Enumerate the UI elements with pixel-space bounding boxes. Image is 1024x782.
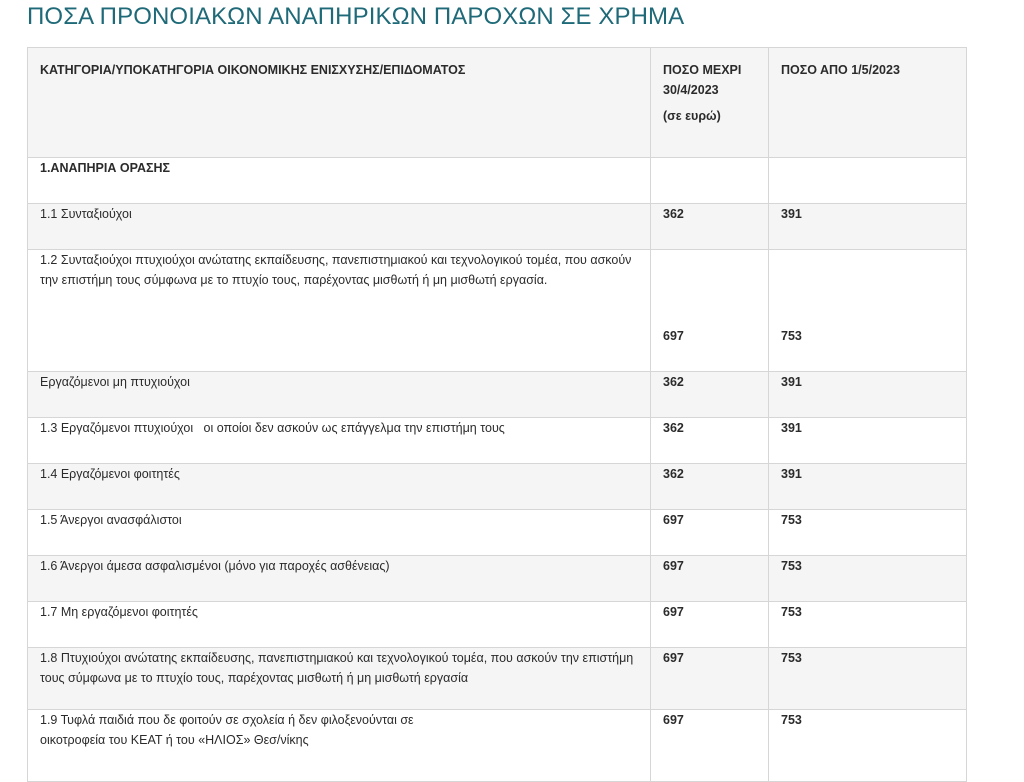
page-title: ΠΟΣΑ ΠΡΟΝΟΙΑΚΩΝ ΑΝΑΠΗΡΙΚΩΝ ΠΑΡΟΧΩΝ ΣΕ ΧΡΗΜΑ (27, 3, 685, 30)
amount-after-cell (769, 510, 967, 556)
row-label: 1.6 Άνεργοι άμεσα ασφαλισμένοι (μόνο για παροχές ασθένειας) (40, 559, 390, 573)
amount-after-cell (769, 418, 967, 464)
amount-before: 697 (663, 513, 684, 527)
table-row (28, 204, 967, 250)
column-header-before-line2: 30/4/2023 (663, 83, 719, 97)
row-label: 1.1 Συνταξιούχοι (40, 207, 132, 221)
amount-before-cell (651, 250, 769, 372)
amount-after-cell (769, 648, 967, 710)
amount-before: 362 (663, 421, 684, 435)
row-label-cell (28, 556, 651, 602)
amount-after-cell (769, 204, 967, 250)
amount-after: 753 (781, 605, 802, 619)
amount-before-cell (651, 418, 769, 464)
amount-after: 391 (781, 375, 802, 389)
benefits-table (27, 47, 967, 782)
amount-after-cell (769, 372, 967, 418)
row-label-cell (28, 710, 651, 782)
table-row (28, 250, 967, 372)
table-row-section-vision (28, 158, 967, 204)
row-label-cell (28, 510, 651, 556)
row-label: 1.2 Συνταξιούχοι πτυχιούχοι ανώτατης εκπαίδευσης, πανεπιστημιακού και τεχνολογικού τομέα, που ασκούν την επιστήμη τους σύμφωνα με το πτυχίο τους, παρέχοντας μισθωτή ή μη μισθωτή εργασία. (40, 253, 632, 287)
amount-after: 753 (781, 651, 802, 665)
amount-before: 362 (663, 375, 684, 389)
column-header-after-label: ΠΟΣΟ ΑΠΟ 1/5/2023 (781, 63, 900, 77)
row-label-cell (28, 204, 651, 250)
amount-before-cell (651, 372, 769, 418)
column-header-before-line1: ΠΟΣΟ ΜΕΧΡΙ (663, 63, 742, 77)
amount-before-cell (651, 556, 769, 602)
row-label: 1.7 Μη εργαζόμενοι φοιτητές (40, 605, 198, 619)
amount-before: 697 (663, 651, 684, 665)
amount-before: 697 (663, 329, 684, 343)
table-row (28, 418, 967, 464)
amount-after-cell (769, 464, 967, 510)
row-label: 1.ΑΝΑΠΗΡΙΑ ΟΡΑΣΗΣ (40, 161, 171, 175)
amount-before-cell (651, 648, 769, 710)
amount-before: 697 (663, 713, 684, 727)
column-header-before-unit: (σε ευρώ) (663, 109, 721, 123)
amount-after: 391 (781, 207, 802, 221)
amount-before-cell (651, 602, 769, 648)
amount-before-cell (651, 204, 769, 250)
row-label: 1.8 Πτυχιούχοι ανώτατης εκπαίδευσης, πανεπιστημιακού και τεχνολογικού τομέα, που ασκούν την επιστήμη τους σύμφωνα με το πτυχίο τους, παρέχοντας μισθωτή ή μη μισθωτή εργασία (40, 651, 634, 685)
row-label-cell (28, 158, 651, 204)
amount-before: 362 (663, 467, 684, 481)
amount-before-cell (651, 158, 769, 204)
amount-before-cell (651, 710, 769, 782)
table-row (28, 510, 967, 556)
row-label: 1.4 Εργαζόμενοι φοιτητές (40, 467, 180, 481)
amount-before-cell (651, 464, 769, 510)
table-header-row (28, 48, 967, 158)
row-label-cell (28, 250, 651, 372)
row-label: 1.3 Εργαζόμενοι πτυχιούχοι οι οποίοι δεν ασκούν ως επάγγελμα την επιστήμη τους (40, 421, 505, 435)
column-header-amount-before (651, 48, 769, 158)
amount-after: 753 (781, 713, 802, 727)
table-row (28, 464, 967, 510)
row-label: Εργαζόμενοι μη πτυχιούχοι (40, 375, 190, 389)
column-header-category (28, 48, 651, 158)
table-row (28, 556, 967, 602)
amount-after: 753 (781, 329, 802, 343)
amount-after-cell (769, 556, 967, 602)
amount-after: 753 (781, 559, 802, 573)
row-label: 1.9 Τυφλά παιδιά που δε φοιτούν σε σχολεία ή δεν φιλοξενούνται σε οικοτροφεία του ΚΕΑΤ ή του «ΗΛΙΟΣ» Θεσ/νίκης (40, 713, 414, 747)
amount-before: 362 (663, 207, 684, 221)
amount-after-cell (769, 710, 967, 782)
row-label-cell (28, 464, 651, 510)
amount-after-cell (769, 602, 967, 648)
amount-after: 753 (781, 513, 802, 527)
table-row (28, 372, 967, 418)
amount-before-cell (651, 510, 769, 556)
table-row (28, 602, 967, 648)
row-label-cell (28, 372, 651, 418)
row-label-cell (28, 418, 651, 464)
amount-after: 391 (781, 421, 802, 435)
table-row (28, 710, 967, 782)
column-header-category-label: ΚΑΤΗΓΟΡΙΑ/ΥΠΟΚΑΤΗΓΟΡΙΑ ΟΙΚΟΝΟΜΙΚΗΣ ΕΝΙΣΧΥΣΗΣ/ΕΠΙΔΟΜΑΤΟΣ (40, 63, 466, 77)
row-label-cell (28, 602, 651, 648)
amount-before: 697 (663, 559, 684, 573)
row-label: 1.5 Άνεργοι ανασφάλιστοι (40, 513, 182, 527)
row-label-cell (28, 648, 651, 710)
table-row (28, 648, 967, 710)
column-header-amount-after (769, 48, 967, 158)
amount-after-cell (769, 158, 967, 204)
amount-before: 697 (663, 605, 684, 619)
amount-after: 391 (781, 467, 802, 481)
amount-after-cell (769, 250, 967, 372)
